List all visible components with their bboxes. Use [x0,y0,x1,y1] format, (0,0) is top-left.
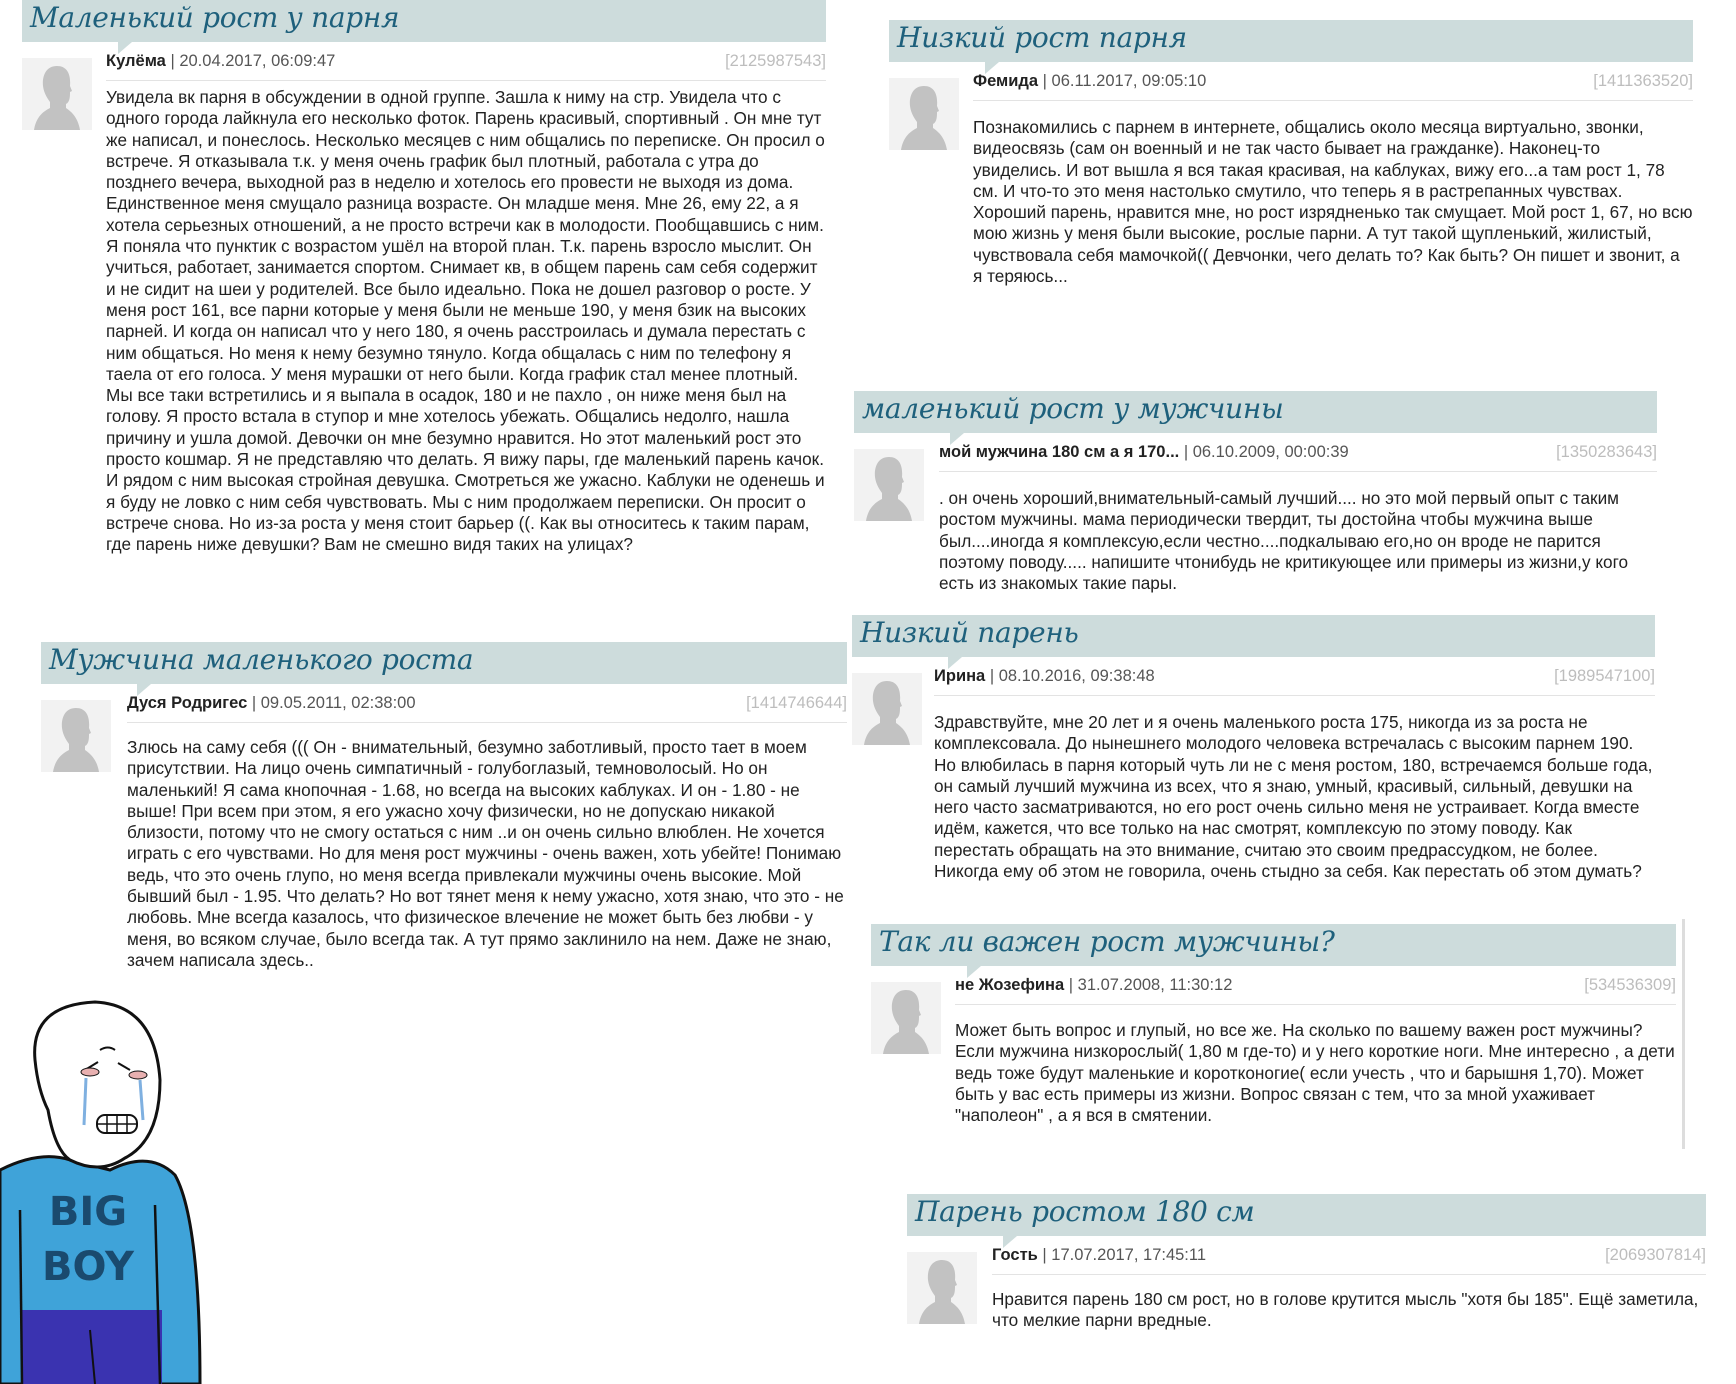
avatar [41,700,111,772]
post-date: 31.07.2008, 11:30:12 [1077,976,1233,994]
author-name[interactable]: Кулёма [106,52,166,70]
post-text: Увидела вк парня в обсуждении в одной группе. Зашла к ниму на стр. Увидела что с одного города лайкнула его несколько фоток. Парень красивый, спортивный . Он мне тут же написал, и понеслось. Несколько месяцев с ним общались по переписке. Он просил о встрече. Я отказывала т.к. у меня очень график был плотный, работала с утра до позднего вечера, выходной раз в неделю и хотелось его провести не выходя из дома. Единственное меня смущало разница возрасте. Он младше меня. Мне 26, ему 22, а я хотела серьезных отношений, а не просто встречи как в молодости. Пообщавшись с ним. Я поняла что пунктик с возрастом ушёл на второй план. Т.к. парень взросло мыслит. Он учиться, работает, занимается спортом. Снимает кв, в общем парень сам себя содержит и не сидит на шеи у родителей. Все было идеально. Пока не дошел разговор о росте. У меня рост 161, все парни которые у меня были не меньше 190, у меня бзик на высоких парней. И когда он написал что у него 180, я очень расстроилась и думала перестать с ним общаться. Но меня к нему безумно тянуло. Когда общалась с ним по телефону я таела от его голоса. У меня мурашки от него были. Когда график стал менее плотный. Мы все таки встретились и я выпала в осадок, 180 и не пахло , он ниже меня был на голову. Я просто встала в ступор и мне хотелось убежать. Общались недолго, нашла причину и ушла домой. Девочки он мне безумно нравится. Но этот маленький рост это просто кошмар. Я не представляю что делать. Я вижу пары, где маленький парень качок. И рядом с ним высокая стройная девушка. Смотреться же ужасно. Каблуки не оденешь и я буду не ловко с ним себя чувствовать. Мы с ним продолжаем переписки. Он просит о встрече снова. Но из-за роста у меня стоит барьер ((. Как вы относитесь к таким парам, где парень ниже девушки? Вам не смешно видя таких на улицах? [106,87,825,555]
post-id: [534536309] [1584,976,1676,994]
post-text: Может быть вопрос и глупый, но все же. На сколько по вашему важен рост мужчины?Если мужчина низкорослый( 1,80 м где-то) и у него короткие ноги. Мне интересно , а дети ведь тоже будут маленькие и коротконогие( если учесть , что и барышня 1,70). Может быть у вас есть примеры из жизни. Вопрос связан с тем, что за мной ухаживает "наполеон" , а я вся в смятении. [955,1020,1675,1126]
avatar [22,58,92,130]
post-id: [1350283643] [1556,443,1657,461]
post-id: [2069307814] [1605,1246,1706,1264]
post-title-bar [41,642,847,684]
post-title[interactable]: Так ли важен рост мужчины? [879,925,1335,958]
post-title-bar [889,20,1693,62]
post-text: . он очень хороший,внимательный-самый лучший.... но это мой первый опыт с таким ростом мужчины. мама периодически твердит, ты достойна чтобы мужчина выше был....иногда я комплексую,если честно....подкалываю его,но он вроде не парится поэтому поводу..... напишите чтонибудь не критикующее или примеры из жизни,у кого есть из знакомых такие пары. [939,488,1629,594]
post-text: Злюсь на саму себя ((( Он - внимательный, безумно заботливый, просто тает в моем присутствии. На лицо очень симпатичный - голубоглазый, темноволосый. Но он маленький! Я сама кнопочная - 1.68, но всегда на высоких каблуках. И он - 1.80 - не выше! При всем при этом, я его ужасно хочу физически, но не допускаю никакой близости, потому что не смогу остаться с ним ..и он очень сильно влюблен. Не хочется играть с его чувствами. Но для меня рост мужчины - очень важен, хоть убейте! Понимаю ведь, что это очень глупо, но меня всегда привлекали мужчины очень высокие. Мой бывший был - 1.95. Что делать? Но вот тянет меня к нему ужасно, хотя знаю, что это - не любовь. Мне всегда казалось, что физическое влечение не может быть без любви - у меня, во всяком случае, было всегда так. А тут прямо заклинило на нем. Даже не знаю, зачем написала здесь.. [127,737,844,970]
post-meta: не Жозефина | 31.07.2008, 11:30:12 [534536309] [955,976,1676,1005]
post-id: [1414746644] [746,694,847,712]
post-text: Нравится парень 180 см рост, но в голове крутится мысль "хотя бы 185". Ещё заметила, что мелкие парни вредные. [992,1289,1699,1331]
post-title-bar [907,1194,1706,1236]
author-name[interactable]: Ирина [934,667,986,685]
post-meta: мой мужчина 180 см а я 170... | 06.10.2009, 00:00:39 [1350283643] [939,443,1657,472]
post-title[interactable]: Низкий парень [860,616,1079,649]
avatar [854,449,924,521]
post-title[interactable]: маленький рост у мужчины [862,392,1284,425]
post-date: 09.05.2011, 02:38:00 [260,694,416,712]
post-title[interactable]: Маленький рост у парня [30,1,400,34]
post-text: Здравствуйте, мне 20 лет и я очень маленького роста 175, никогда из за роста не комплексовала. До нынешнего молодого человека встречалась с высоким парнем 190. Но влюбилась в парня который чуть ли не с меня ростом, 180, встречаемся больше года, он самый лучший мужчина из всех, что я знаю, умный, красивый, сильный, девушки на него часто засматриваются, но его рост очень сильно меня не устраивает. Когда вместе идём, кажется, что все только на нас смотрят, комплексую по этому поводу. Как перестать обращать на это внимание, считаю это своим предрассудком, не более. Никогда ему об этом не говорила, очень стыдно за себя. Как перестать об этом думать? [934,712,1653,882]
post-title-bar [871,924,1676,966]
shirt-text-big: BIG [48,1189,128,1235]
post-meta: Гость | 17.07.2017, 17:45:11 [2069307814] [992,1246,1706,1275]
post-title[interactable]: Мужчина маленького роста [49,643,474,676]
divider-line [1682,919,1685,1149]
post-meta: Ирина | 08.10.2016, 09:38:48 [1989547100] [934,667,1655,696]
post-text: Познакомились с парнем в интернете, общались около месяца виртуально, звонки, видеосвязь (сам он военный и не так часто бывает на гражданке). Наконец-то увиделись. И вот вышла я вся такая красивая, на каблуках, вижу его...а там рост 1, 78 см. И что-то это меня настолько смутило, что теперь я в растрепанных чувствах. Хороший парень, нравится мне, но рост изрядненько так смущает. Мой рост 1, 67, но всю мою жизнь у меня были высокие, рослые парни. А тут такой щупленький, жилистый, чувствовала себя мамочкой(( Девчонки, чего делать то? Как быть? Он пишет и звонит, а я теряюсь... [973,117,1693,287]
avatar [889,78,959,150]
post-title[interactable]: Низкий рост парня [897,21,1187,54]
avatar [871,982,941,1054]
post-id: [1989547100] [1554,667,1655,685]
post-title-bar [852,615,1655,657]
post-id: [1411363520] [1593,72,1693,90]
shirt-text-boy: BOY [41,1244,135,1290]
post-id: [2125987543] [725,52,826,70]
post-title-bar [22,0,826,42]
post-meta: Кулёма | 20.04.2017, 06:09:47 [2125987543] [106,52,826,81]
author-name[interactable]: не Жозефина [955,976,1065,994]
crying-wojak-big-boy-meme [0,1000,220,1384]
avatar [907,1252,977,1324]
avatar [852,673,922,745]
author-name[interactable]: Гость [992,1246,1038,1264]
post-date: 06.11.2017, 09:05:10 [1051,72,1207,90]
post-date: 20.04.2017, 06:09:47 [179,52,336,70]
post-meta: Фемида | 06.11.2017, 09:05:10 [1411363520] [973,72,1693,101]
author-name[interactable]: Фемида [973,72,1039,90]
post-meta: Дуся Родригес | 09.05.2011, 02:38:00 [1414746644] [127,694,847,723]
author-name[interactable]: мой мужчина 180 см а я 170... [939,443,1180,461]
post-date: 06.10.2009, 00:00:39 [1192,443,1349,461]
author-name[interactable]: Дуся Родригес [127,694,248,712]
post-title[interactable]: Парень ростом 180 см [915,1195,1255,1228]
post-date: 08.10.2016, 09:38:48 [998,667,1155,685]
post-title-bar [854,391,1657,433]
post-date: 17.07.2017, 17:45:11 [1051,1246,1207,1264]
